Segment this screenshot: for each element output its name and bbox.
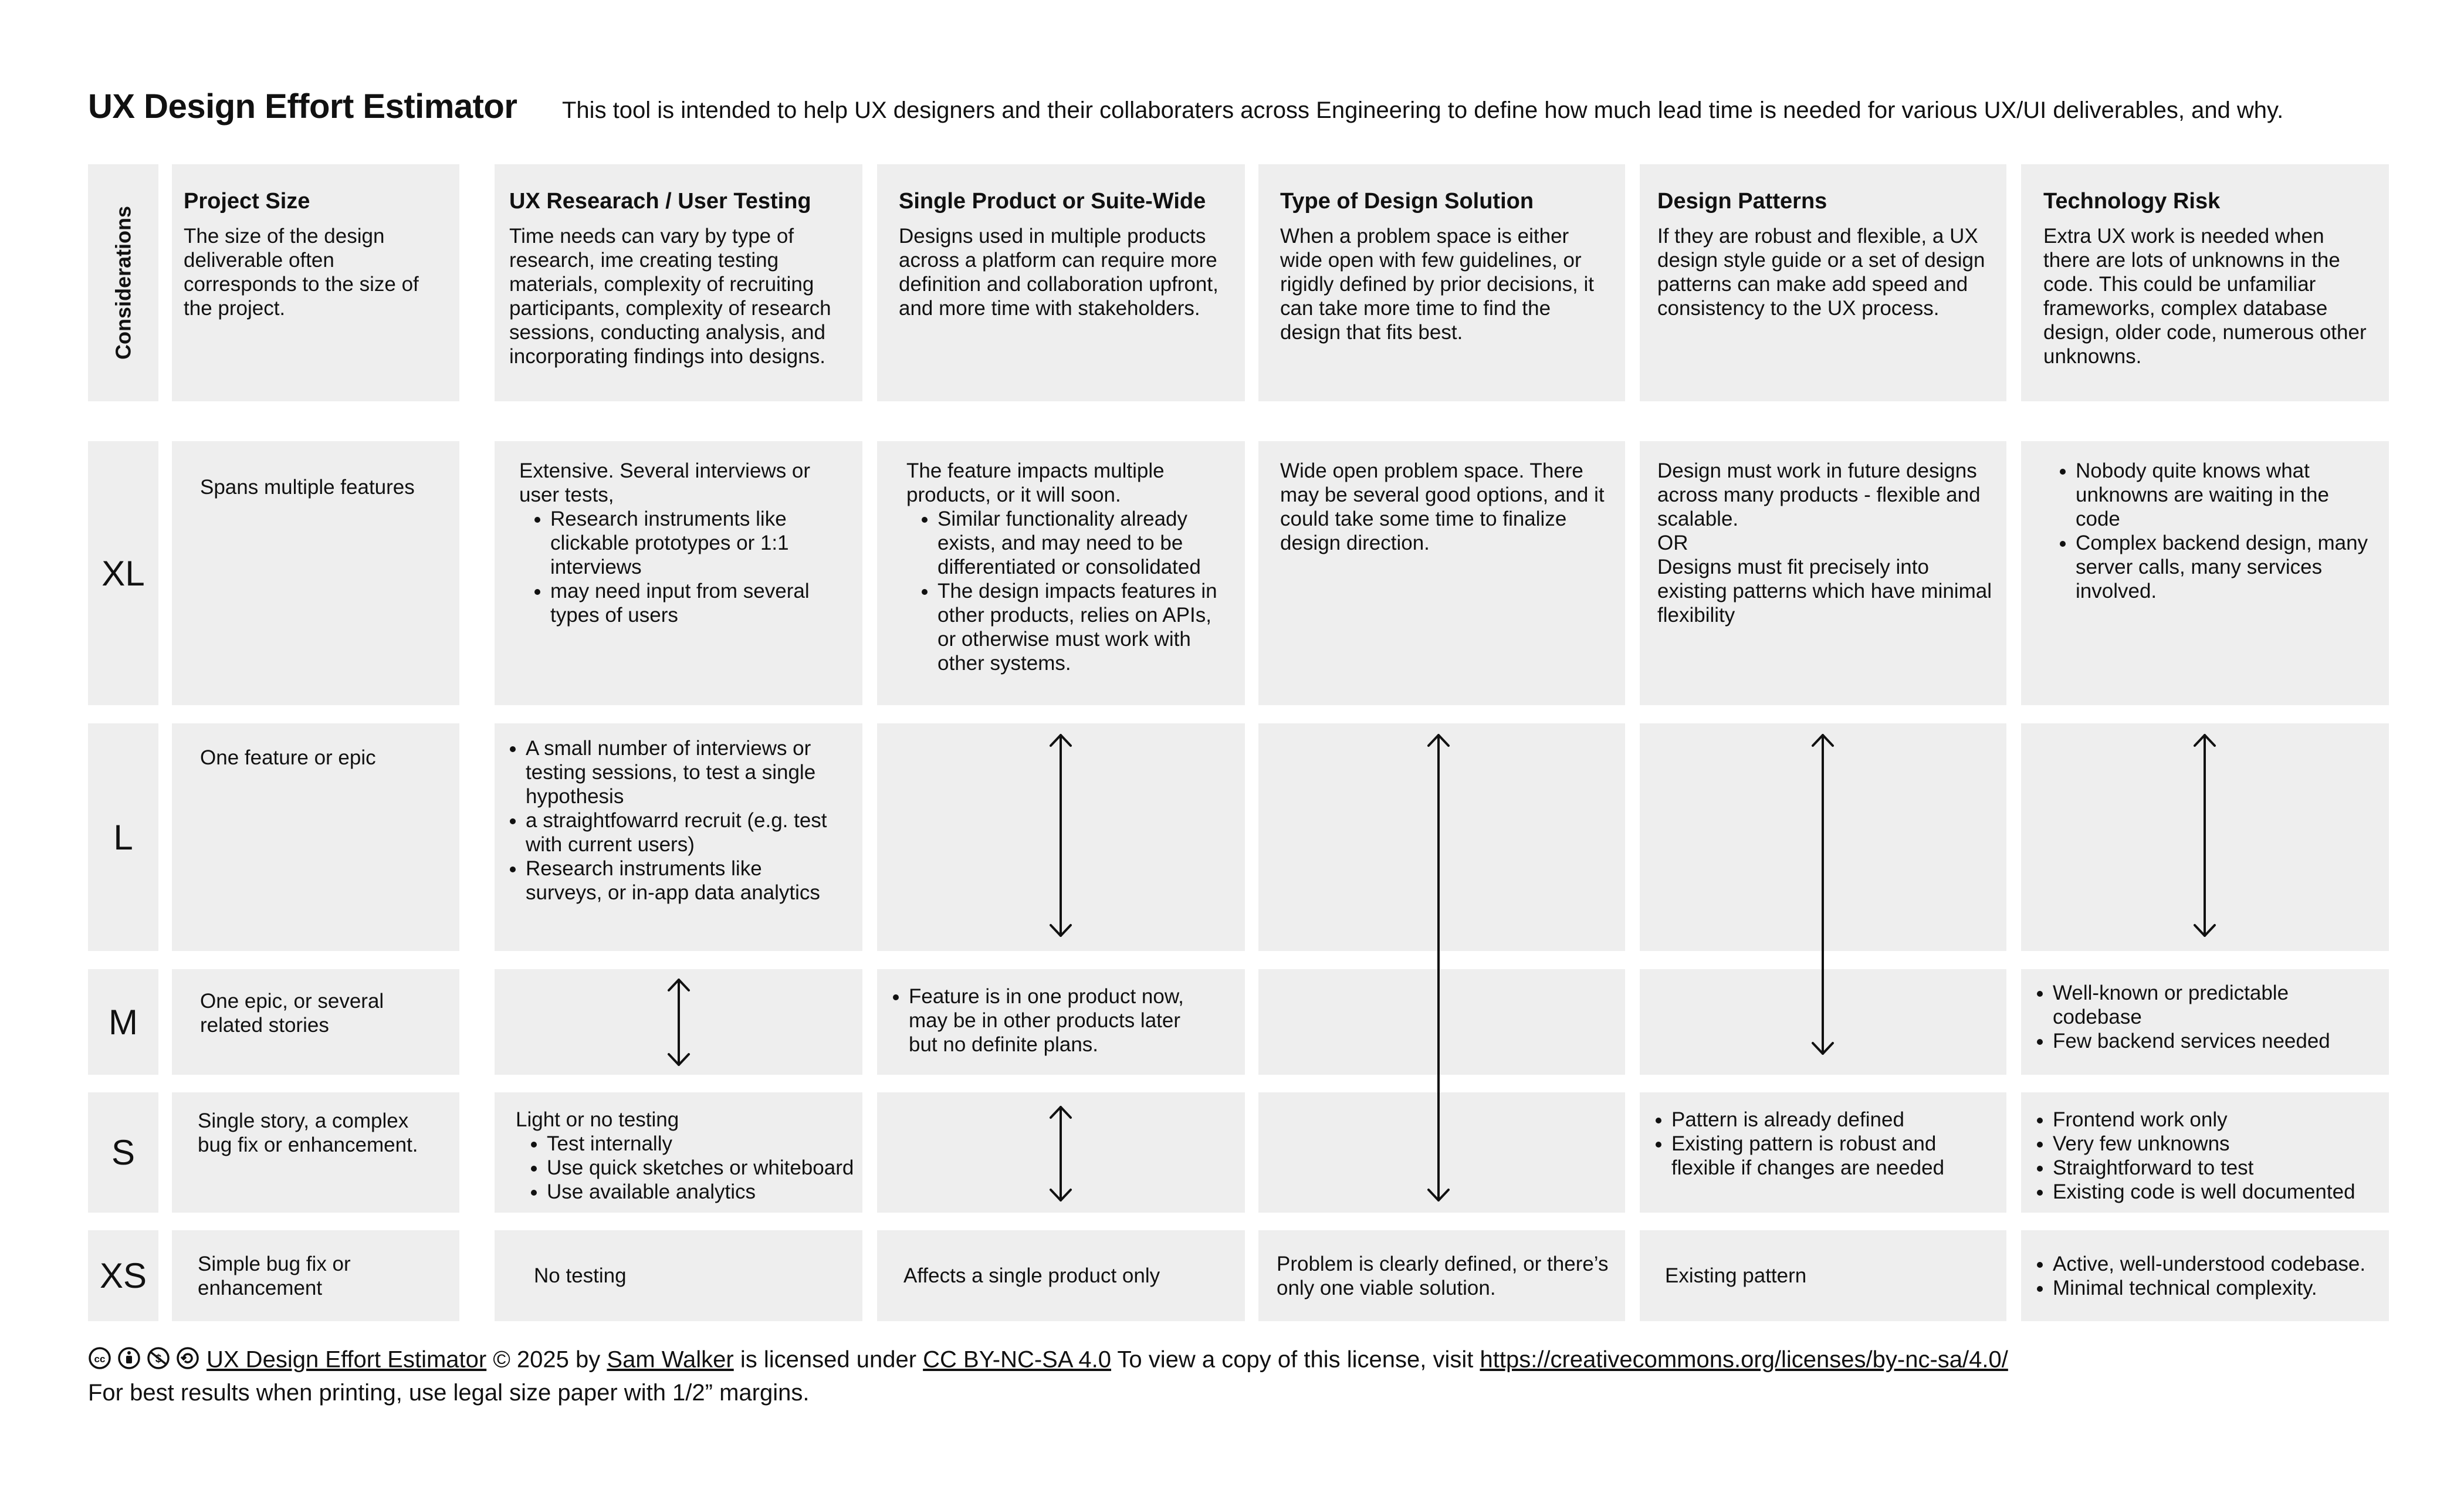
list-item: • Very few unknowns xyxy=(2053,1132,2377,1156)
license-url-link[interactable]: https://creativecommons.org/licenses/by-nc-sa/4.0/ xyxy=(1480,1346,2008,1373)
cell-text: Spans multiple features xyxy=(200,476,415,499)
list-item: • Nobody quite knows what unknowns are waiting in the code xyxy=(2076,459,2374,531)
cell-text: Designs must fit precisely into existing patterns which have minimal flexibility xyxy=(1657,556,1992,627)
column-title: Technology Risk xyxy=(2043,189,2221,214)
size-label-s: S xyxy=(88,1092,158,1213)
list-item: • Minimal technical complexity. xyxy=(2053,1276,2377,1300)
double-arrow-icon xyxy=(669,980,689,1065)
column-title: UX Researach / User Testing xyxy=(509,189,811,214)
license-line xyxy=(88,1345,2008,1377)
list-item: • The design impacts features in other products, relies on APIs, or otherwise must work with other systems. xyxy=(937,579,1227,675)
cell-text: Existing pattern xyxy=(1665,1264,1807,1287)
column-description: If they are robust and flexible, a UX design style guide or a set of design patterns can make add speed and consistency to the UX process. xyxy=(1657,225,1985,320)
license-link[interactable]: CC BY-NC-SA 4.0 xyxy=(923,1346,1112,1373)
size-label-xl: XL xyxy=(88,441,158,705)
work-title-link[interactable]: UX Design Effort Estimator xyxy=(207,1346,487,1373)
author-link[interactable]: Sam Walker xyxy=(607,1346,734,1373)
list-item: • Research instruments like clickable prototypes or 1:1 interviews xyxy=(550,507,851,579)
license-icons xyxy=(88,1345,203,1377)
list-item: • A small number of interviews or testing sessions, to test a single hypothesis xyxy=(526,736,830,808)
list-item: • Active, well-understood codebase. xyxy=(2053,1252,2377,1276)
cell-text: Wide open problem space. There may be several good options, and it could take some time to finalize design direction. xyxy=(1280,459,1605,554)
column-description: When a problem space is either wide open with few guidelines, or rigidly defined by prior decisions, it can take more time to find the design that fits best. xyxy=(1280,225,1594,344)
cell-text: Light or no testing xyxy=(516,1108,679,1131)
list-item: • Complex backend design, many server calls, many services involved. xyxy=(2076,531,2374,603)
size-label-l: L xyxy=(88,723,158,951)
list-item: • Pattern is already defined xyxy=(1671,1108,1989,1132)
cell-text: One epic, or several related stories xyxy=(200,990,384,1037)
list-item: • Research instruments like surveys, or in-app data analytics xyxy=(526,857,830,905)
page-title: UX Design Effort Estimator xyxy=(88,87,517,126)
copyright-text: © 2025 by xyxy=(493,1346,601,1373)
page-subtitle: This tool is intended to help UX designers and their collaboraters across Engineering to define how much lead time is needed for various UX/UI deliverables, and why. xyxy=(562,97,2284,123)
list-item: • Feature is in one product now, may be in other products later but no definite plans. xyxy=(909,984,1192,1057)
column-description: Designs used in multiple products across a platform can require more definition and collaboration upfront, and more time with stakeholders. xyxy=(899,225,1219,320)
considerations-label: Considerations xyxy=(111,205,136,360)
list-item: • Straightforward to test xyxy=(2053,1156,2377,1180)
column-title: Project Size xyxy=(184,189,310,214)
cell-text: OR xyxy=(1657,532,1688,554)
column-title: Single Product or Suite-Wide xyxy=(899,189,1206,214)
list-item: • Use available analytics xyxy=(547,1180,859,1204)
list-item: • Well-known or predictable codebase xyxy=(2053,981,2371,1029)
double-arrow-icon xyxy=(1051,1107,1071,1200)
list-item: • may need input from several types of users xyxy=(550,579,851,627)
svg-text:cc: cc xyxy=(94,1353,106,1365)
sa-icon xyxy=(178,1348,198,1368)
nc-icon xyxy=(148,1348,168,1368)
double-arrow-icon xyxy=(1051,735,1071,936)
cell-text: Affects a single product only xyxy=(903,1264,1160,1287)
column-title: Design Patterns xyxy=(1657,189,1827,214)
cc-icon xyxy=(90,1348,110,1368)
size-label-xs: XS xyxy=(88,1230,158,1321)
list-item: • Use quick sketches or whiteboard xyxy=(547,1156,859,1180)
list-item: • Existing pattern is robust and flexible if changes are needed xyxy=(1671,1132,1989,1180)
column-description: The size of the design deliverable often corresponds to the size of the project. xyxy=(184,225,419,320)
double-arrow-icon xyxy=(1813,735,1833,1054)
column-description: Time needs can vary by type of research, ime creating testing materials, complexity of recruiting participants, complexity of research sessions, conducting analysis, and incorporating findings into designs. xyxy=(509,225,831,368)
list-item: • Few backend services needed xyxy=(2053,1029,2371,1053)
view-license-text: To view a copy of this license, visit xyxy=(1117,1346,1474,1373)
cell-text: Problem is clearly defined, or there’s only one viable solution. xyxy=(1277,1252,1609,1299)
svg-text:$: $ xyxy=(155,1353,162,1365)
size-label-m: M xyxy=(88,969,158,1075)
double-arrow-icon xyxy=(1429,735,1448,1200)
cell-text: Design must work in future designs across many products - flexible and scalable. xyxy=(1657,459,1981,530)
column-description: Extra UX work is needed when there are lots of unknowns in the code. This could be unfamiliar frameworks, complex database design, older code, numerous other unknowns. xyxy=(2043,225,2367,368)
cell-text: One feature or epic xyxy=(200,746,376,769)
by-icon xyxy=(119,1348,139,1368)
cell-text: Simple bug fix or enhancement xyxy=(198,1252,351,1299)
list-item: • Test internally xyxy=(547,1132,859,1156)
licensed-under-text: is licensed under xyxy=(740,1346,917,1373)
column-title: Type of Design Solution xyxy=(1280,189,1534,214)
cell-text: Extensive. Several interviews or user tests, xyxy=(519,459,811,506)
cell-text: The feature impacts multiple products, or it will soon. xyxy=(906,459,1165,506)
list-item: • Existing code is well documented xyxy=(2053,1180,2377,1204)
print-note: For best results when printing, use legal size paper with 1/2” margins. xyxy=(88,1380,810,1406)
list-item: • Similar functionality already exists, and may need to be differentiated or consolidated xyxy=(937,507,1227,579)
cell-text: Single story, a complex bug fix or enhancement. xyxy=(198,1109,418,1156)
list-item: • a straightfowarrd recruit (e.g. test with current users) xyxy=(526,808,830,857)
cell-text: No testing xyxy=(534,1264,627,1287)
double-arrow-icon xyxy=(2195,735,2215,936)
list-item: • Frontend work only xyxy=(2053,1108,2377,1132)
